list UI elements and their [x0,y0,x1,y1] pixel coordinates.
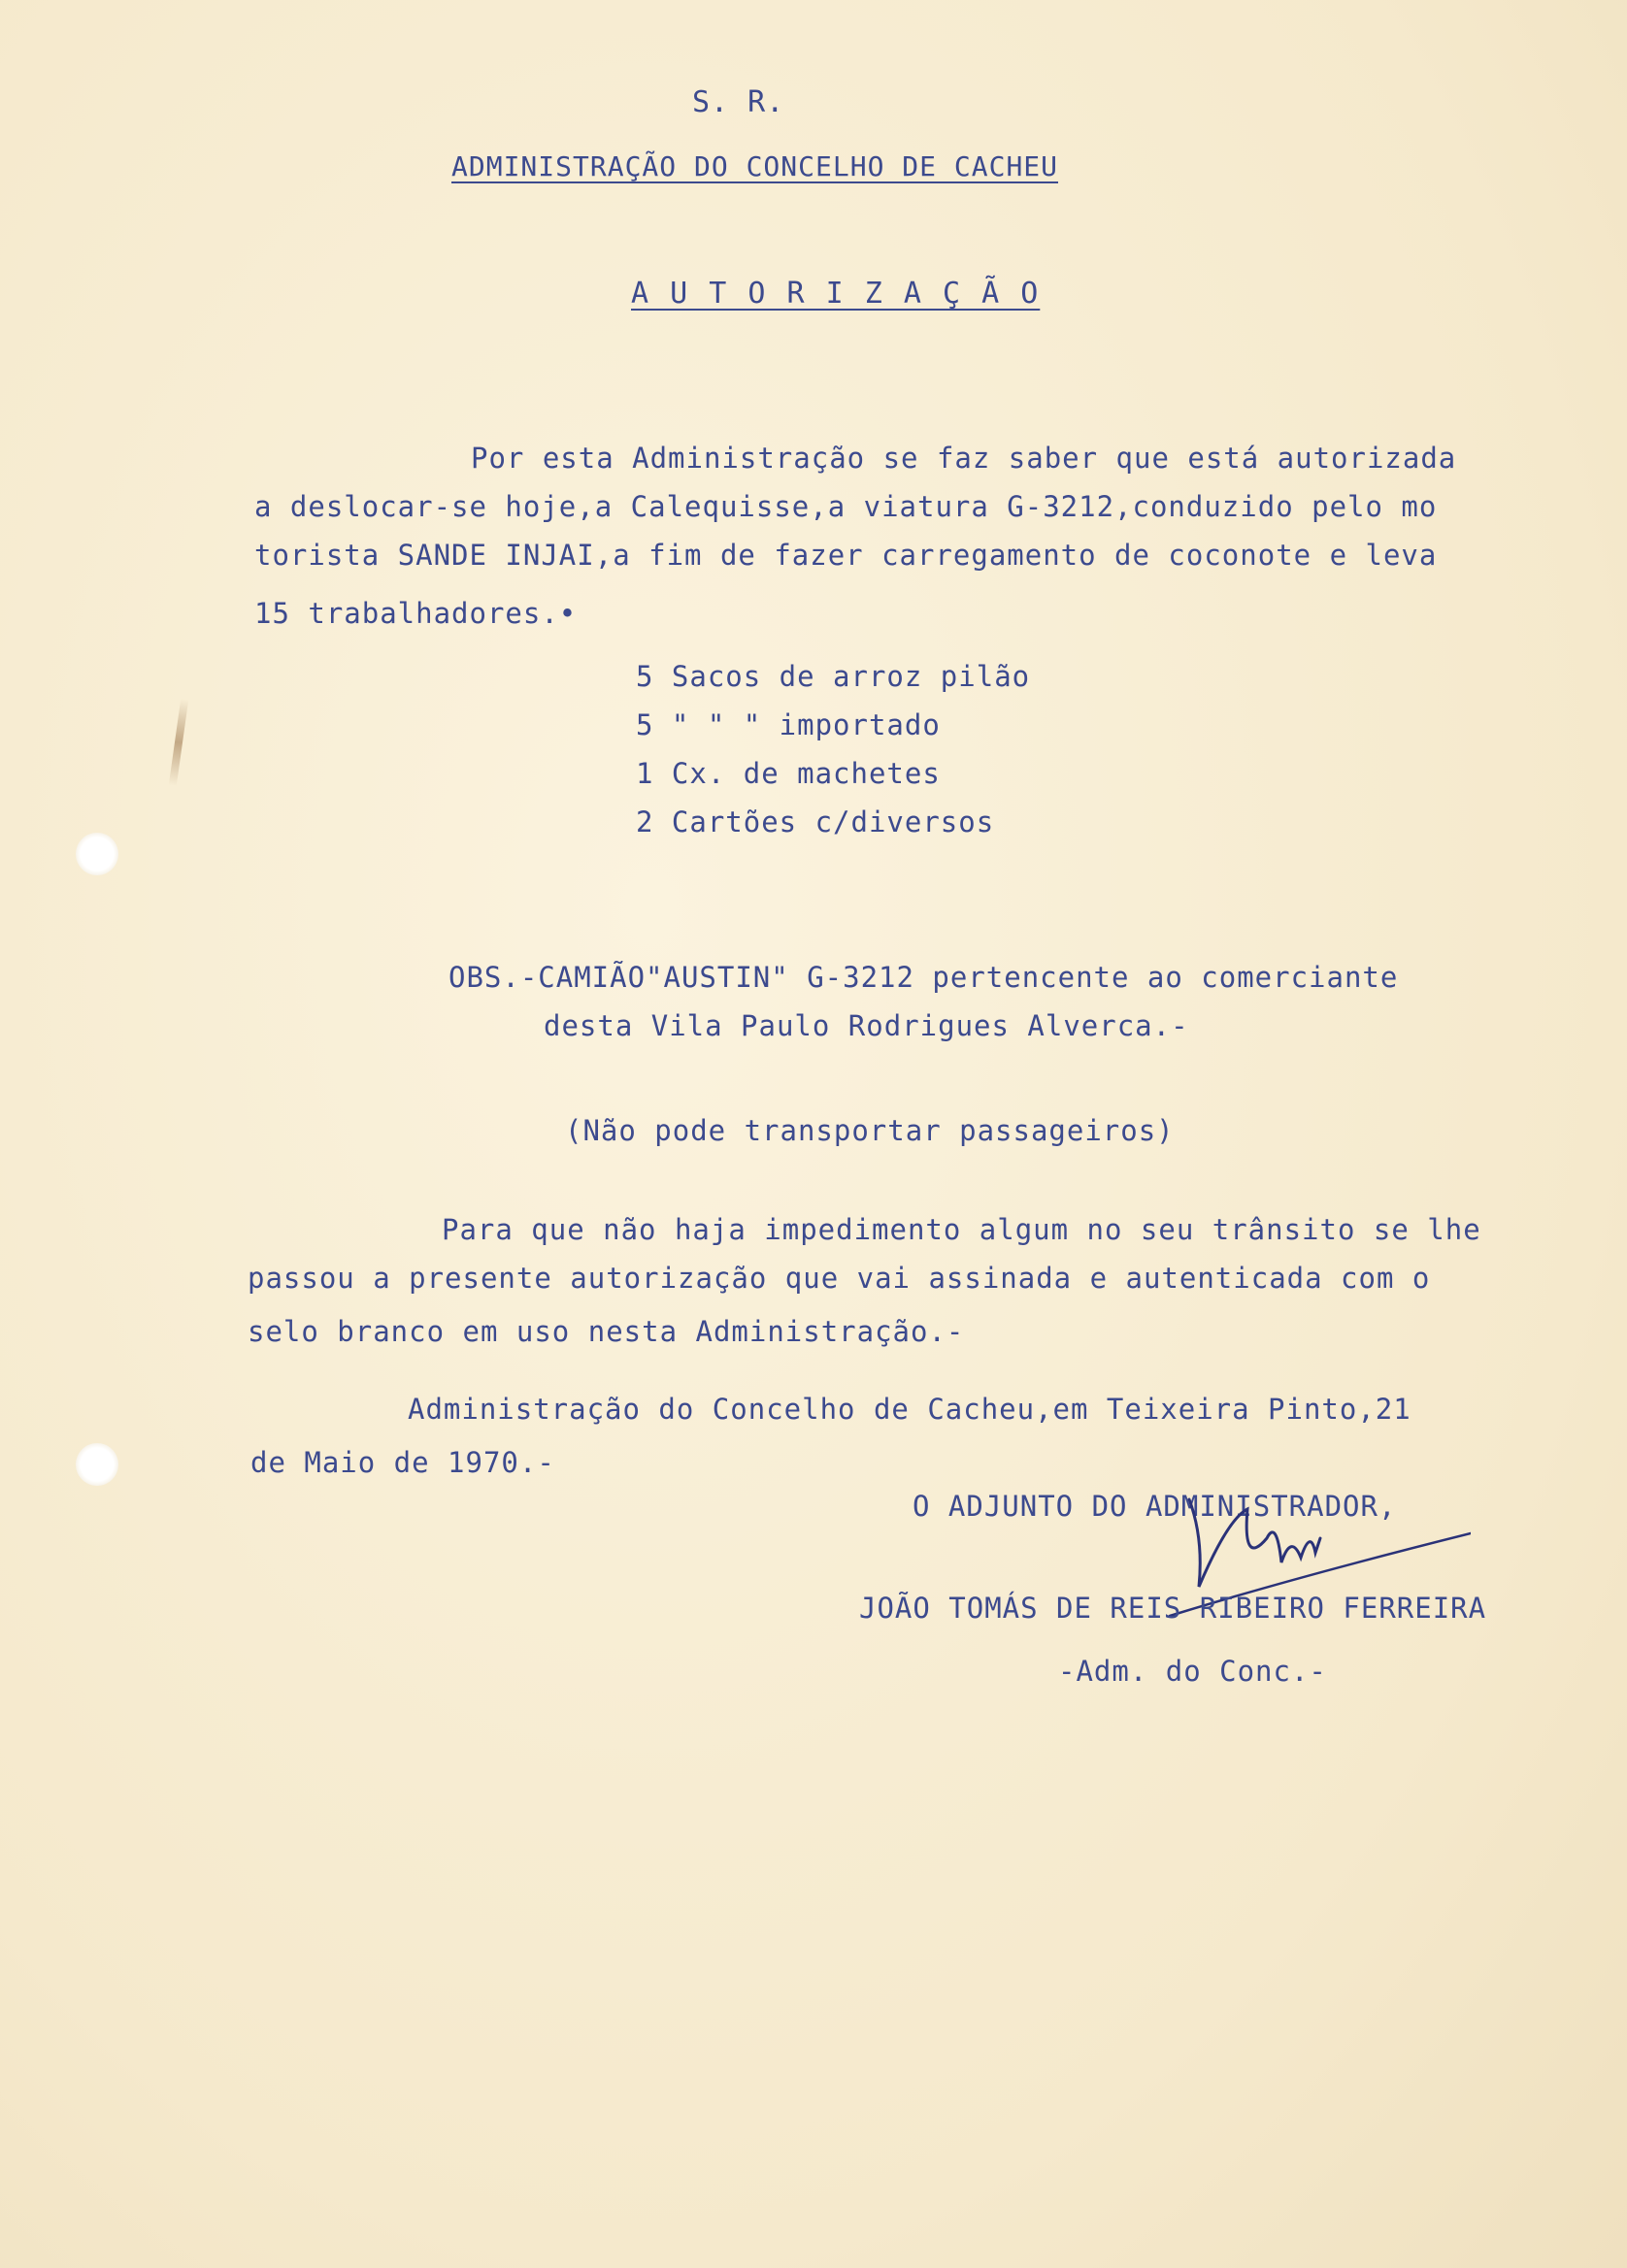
paragraph2-line2: passou a presente autorização que vai assinada e autenticada com o [248,1262,1431,1295]
signature-role: O ADJUNTO DO ADMINISTRADOR, [913,1490,1397,1523]
cargo-item: 2 Cartões c/diversos [636,805,995,838]
header-sr: S. R. [692,85,785,119]
cargo-item: 5 " " " importado [636,708,941,741]
header-administration: ADMINISTRAÇÃO DO CONCELHO DE CACHEU [451,150,1059,182]
punch-hole-top [76,833,118,875]
paragraph1-line3: torista SANDE INJAI,a fim de fazer carregamento de coconote e leva [254,539,1438,572]
note-no-passengers: (Não pode transportar passageiros) [565,1114,1175,1147]
obs-line2: desta Vila Paulo Rodrigues Alverca.- [544,1009,1189,1042]
cargo-item: 5 Sacos de arroz pilão [636,660,1031,693]
paragraph1-line1: Por esta Administração se faz saber que está autorizada [471,442,1457,475]
paragraph2-line3: selo branco em uso nesta Administração.- [248,1315,965,1348]
paragraph1-line4: 15 trabalhadores.• [254,597,578,630]
paragraph1-line2: a deslocar-se hoje,a Calequisse,a viatura G-3212,conduzido pelo mo [254,490,1438,523]
signatory-name: JOÃO TOMÁS DE REIS RIBEIRO FERREIRA [859,1592,1487,1625]
punch-hole-bottom [76,1443,118,1486]
dateline-line2: de Maio de 1970.- [250,1446,555,1479]
signatory-subtitle: -Adm. do Conc.- [1058,1655,1327,1688]
dateline-line1: Administração do Concelho de Cacheu,em Teixeira Pinto,21 [408,1393,1411,1426]
document-title: A U T O R I Z A Ç Ã O [631,277,1041,311]
obs-line1: OBS.-CAMIÃO"AUSTIN" G-3212 pertencente ao comerciante [448,961,1399,994]
cargo-item: 1 Cx. de machetes [636,757,941,790]
paragraph2-line1: Para que não haja impedimento algum no seu trânsito se lhe [442,1213,1481,1246]
